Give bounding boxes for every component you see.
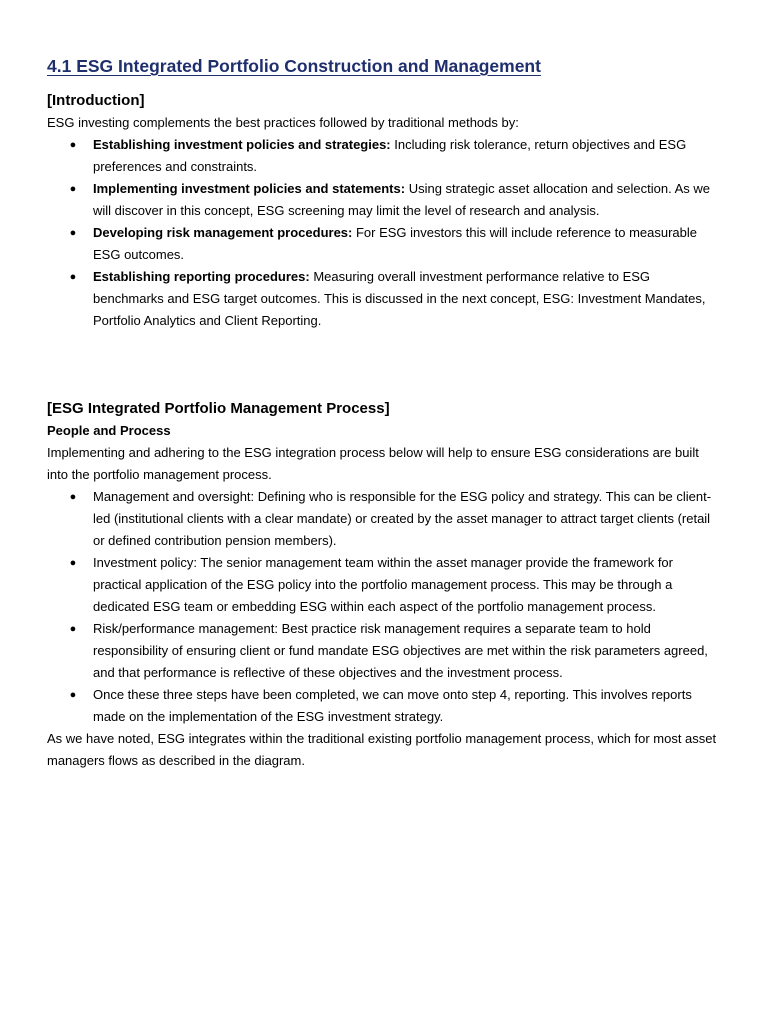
process-lead: Implementing and adhering to the ESG integration process below will help to ensure ESG considerations are built into the portfolio management process.: [47, 445, 699, 482]
bullet-body-text: Including risk tolerance, return objectives and ESG preferences and constraints.: [93, 137, 687, 174]
process-bullet-item: [47, 684, 720, 728]
introduction-bullet-item: [47, 178, 720, 222]
bullet-body-text: Investment policy: The senior management team within the asset manager provide the framework for practical application of the ESG policy into the portfolio management process. This may be through a dedicated ESG team or embedding ESG within each aspect of the portfolio management process.: [93, 555, 673, 614]
bullet-icon: ●: [69, 227, 77, 239]
bullet-body-text: Measuring overall investment performance relative to ESG benchmarks and ESG target outcomes. This is discussed in the next concept, ESG: Investment Mandates, Portfolio Analytics and Client Reporting.: [93, 269, 706, 328]
bullet-lead-text: Implementing investment policies and statements:: [93, 181, 406, 196]
bullet-icon: ●: [69, 689, 77, 701]
bullet-body-text: Risk/performance management: Best practice risk management requires a separate team to hold responsibility of ensuring client or fund mandate ESG objectives are met within the risk parameters agreed, and that performance is reflective of these objectives and the investment process.: [93, 621, 708, 680]
process-bullet-item: [47, 618, 720, 684]
bullet-icon: ●: [69, 557, 77, 569]
introduction-lead: ESG investing complements the best practices followed by traditional methods by:: [47, 115, 519, 130]
section-spacer: [47, 332, 720, 398]
bullet-lead-text: Establishing investment policies and strategies:: [93, 137, 391, 152]
introduction-heading: [Introduction]: [47, 92, 145, 109]
bullet-body-text: For ESG investors this will include reference to measurable ESG outcomes.: [93, 225, 698, 262]
bullet-icon: ●: [69, 491, 77, 503]
introduction-bullet-item: [47, 222, 720, 266]
process-subheading: People and Process: [47, 423, 171, 438]
introduction-bullet-item: [47, 266, 720, 332]
bullet-icon: ●: [69, 183, 77, 195]
document-title: 4.1 ESG Integrated Portfolio Construction and Management: [47, 56, 541, 76]
bullet-lead-text: Establishing reporting procedures:: [93, 269, 310, 284]
process-closing: As we have noted, ESG integrates within the traditional existing portfolio management process, which for most asset managers flows as described in the diagram.: [47, 731, 717, 768]
bullet-body-text: Management and oversight: Defining who is responsible for the ESG policy and strategy. This can be client-led (institutional clients with a clear mandate) or created by the asset manager to attract target clients (retail or defined contribution pension members).: [93, 489, 712, 548]
process-bullet-item: [47, 486, 720, 552]
bullet-body-text: Once these three steps have been completed, we can move onto step 4, reporting. This involves reports made on the implementation of the ESG investment strategy.: [93, 687, 692, 724]
process-bullet-item: [47, 552, 720, 618]
bullet-lead-text: Developing risk management procedures:: [93, 225, 353, 240]
process-bullet-list: [47, 486, 720, 728]
introduction-bullet-item: [47, 134, 720, 178]
bullet-body-text: Using strategic asset allocation and selection. As we will discover in this concept, ESG screening may limit the level of research and analysis.: [93, 181, 711, 218]
bullet-icon: ●: [69, 623, 77, 635]
bullet-icon: ●: [69, 139, 77, 151]
bullet-icon: ●: [69, 271, 77, 283]
process-heading: [ESG Integrated Portfolio Management Process]: [47, 400, 390, 417]
introduction-bullet-list: [47, 134, 720, 332]
